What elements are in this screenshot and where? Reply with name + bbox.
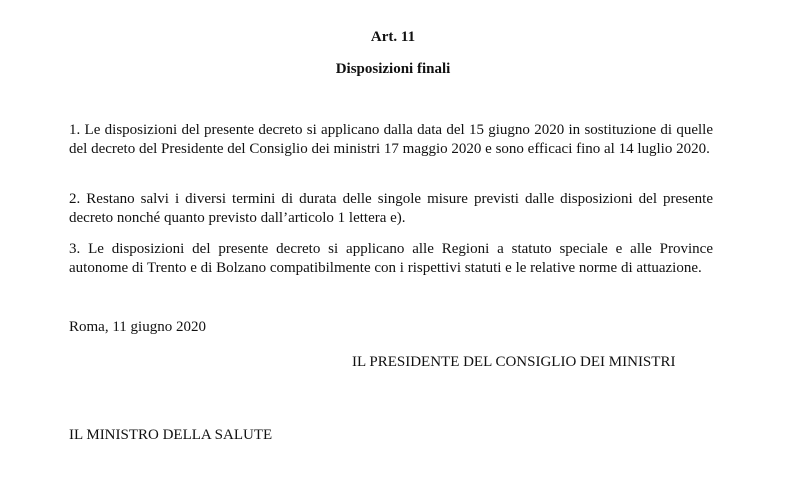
signatory-president: IL PRESIDENTE DEL CONSIGLIO DEI MINISTRI (352, 354, 676, 370)
paragraph-1: 1. Le disposizioni del presente decreto si applicano dalla data del 15 giugno 2020 in sostituzione di quelle del decreto del Presidente del Consiglio dei ministri 17 maggio 2020 e sono efficaci fino al 14 luglio 2020. (69, 122, 713, 157)
article-title: Disposizioni finali (335, 61, 451, 77)
paragraph-2: 2. Restano salvi i diversi termini di durata delle singole misure previsti dalle disposizioni del presente decreto nonché quanto previsto dall’articolo 1 lettera e). (69, 191, 713, 226)
article-number: Art. 11 (370, 29, 416, 45)
paragraph-3: 3. Le disposizioni del presente decreto si applicano alle Regioni a statuto speciale e alle Province autonome di Trento e di Bolzano compatibilmente con i rispettivi statuti e le relative norme di attuazione. (69, 241, 713, 276)
place-date: Roma, 11 giugno 2020 (69, 319, 206, 335)
signatory-minister: IL MINISTRO DELLA SALUTE (69, 427, 273, 443)
